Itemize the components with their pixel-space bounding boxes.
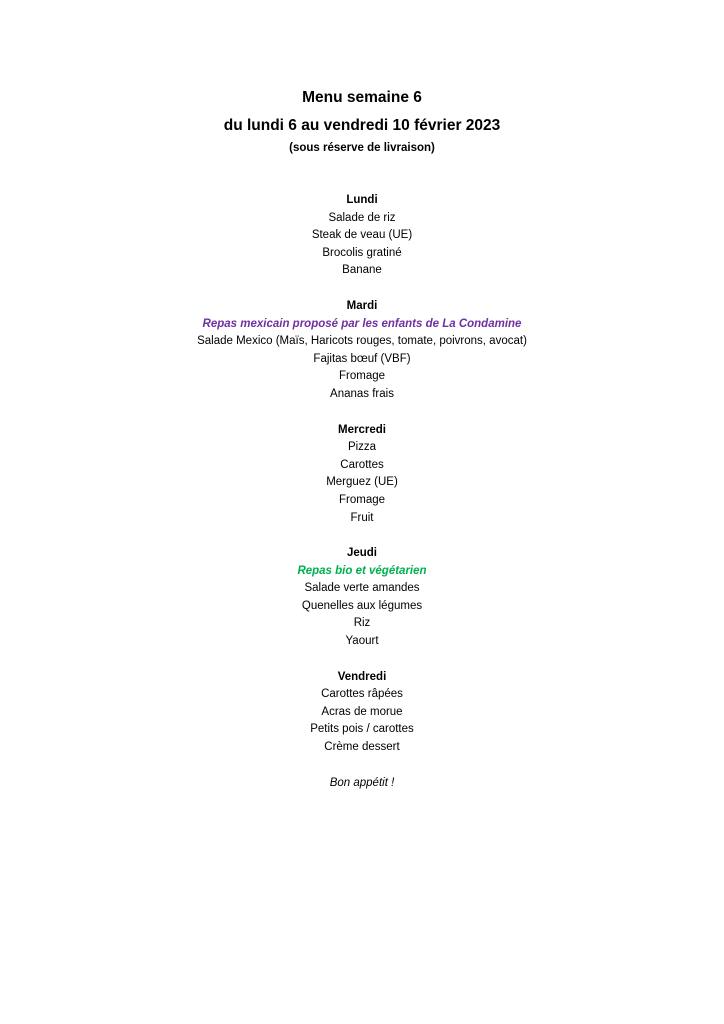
page-title: Menu semaine 6 xyxy=(302,89,422,106)
dish-item: Riz xyxy=(353,617,371,630)
day-name: Vendredi xyxy=(337,670,387,683)
dish-item: Fromage xyxy=(338,370,386,383)
dish-item: Steak de veau (UE) xyxy=(311,229,413,242)
dish-item: Ananas frais xyxy=(330,387,394,400)
dish-item: Brocolis gratiné xyxy=(322,246,402,259)
dish-item: Salade Mexico (Maïs, Haricots rouges, tomate, poivrons, avocat) xyxy=(197,335,527,348)
bio-vegetarian-note: Repas bio et végétarien xyxy=(297,564,427,577)
dish-item: Pizza xyxy=(347,441,377,454)
dish-item: Merguez (UE) xyxy=(326,476,398,489)
dish-item: Banane xyxy=(342,264,382,277)
dish-item: Crème dessert xyxy=(324,741,400,754)
day-vendredi xyxy=(0,669,724,757)
bon-appetit: Bon appétit ! xyxy=(329,776,395,789)
day-name: Mardi xyxy=(346,299,378,312)
dish-item: Yaourt xyxy=(345,635,379,648)
dish-item: Petits pois / carottes xyxy=(310,723,414,736)
dish-item: Fruit xyxy=(350,511,374,524)
day-mardi xyxy=(0,298,724,404)
weekly-menu xyxy=(0,192,724,792)
day-lundi xyxy=(0,192,724,280)
day-jeudi xyxy=(0,545,724,651)
dish-item: Quenelles aux légumes xyxy=(301,599,423,612)
dish-item: Salade verte amandes xyxy=(304,582,420,595)
day-name: Lundi xyxy=(346,194,378,206)
dish-item: Fajitas bœuf (VBF) xyxy=(313,352,411,365)
date-range: du lundi 6 au vendredi 10 février 2023 xyxy=(223,117,501,134)
dish-item: Fromage xyxy=(338,493,386,506)
dish-item: Carottes xyxy=(340,458,384,471)
day-mercredi xyxy=(0,422,724,528)
delivery-disclaimer: (sous réserve de livraison) xyxy=(289,142,435,154)
dish-item: Acras de morue xyxy=(321,705,403,718)
dish-item: Carottes râpées xyxy=(321,688,403,701)
mexican-meal-note: Repas mexicain proposé par les enfants de La Condamine xyxy=(202,317,522,330)
day-name: Jeudi xyxy=(346,547,378,560)
dish-item: Salade de riz xyxy=(328,211,396,224)
day-name: Mercredi xyxy=(338,423,386,436)
